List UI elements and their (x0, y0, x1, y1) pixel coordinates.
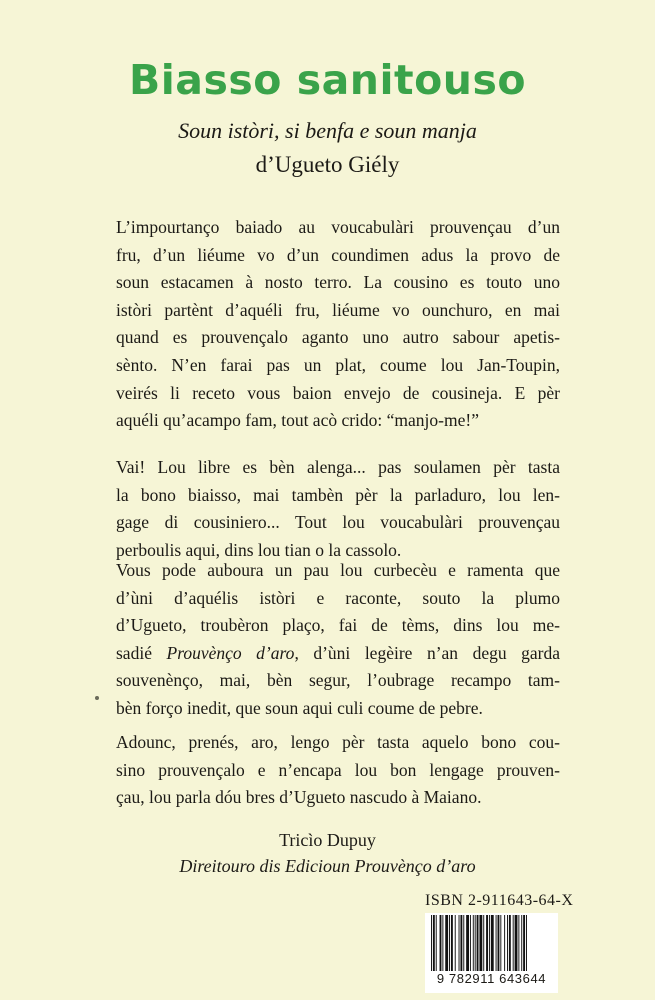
barcode-bar (479, 915, 482, 975)
barcode-bar (509, 915, 511, 971)
text-line: Adounc, prenés, aro, lengo pèr tasta aquelo bono cou- (116, 732, 560, 752)
barcode-bar (518, 915, 519, 971)
barcode-bar (445, 915, 448, 971)
text-line: quand es prouvençalo aganto uno autro sabour apetis- (116, 327, 560, 348)
text-line: fru, d’un liéume vo d’un coundimen adus la provo de (116, 244, 560, 265)
text-line: la bono biaisso, mai tambèn pèr la parladuro, lou len- (116, 484, 560, 505)
text-line: veirés li receto vous baion envejo de cousineja. E pèr (116, 382, 560, 403)
barcode-bar (498, 915, 500, 971)
text-line: Vous pode auboura un pau lou curbecèu e ramenta que (116, 560, 560, 580)
text-line: d’ùni d’aquélis istòri e raconte, souto la plumo (116, 587, 560, 608)
print-speck (95, 696, 99, 700)
text-line: d’Ugueto, troubèron plaço, fai de tèms, dins lou me- (116, 615, 560, 636)
barcode (425, 913, 558, 993)
barcode-bar (470, 915, 471, 971)
barcode-bars (425, 913, 558, 975)
book-title: Biasso sanitouso (128, 56, 527, 104)
isbn-label: ISBN 2-911643-64-X (425, 892, 574, 909)
barcode-bar (451, 915, 453, 971)
barcode-bar (500, 915, 501, 971)
text-line: L’impourtanço baiado au voucabulàri prouvençau d’un (116, 217, 560, 237)
text-line: souvenènço, mai, bèn segur, l’oubrage recampo tam- (116, 670, 560, 691)
barcode-bar (507, 915, 508, 971)
barcode-bar (491, 915, 494, 971)
text-line: soun estacamen à nosto terro. La cousino es touto uno (116, 272, 560, 293)
signature-name: Tricìo Dupuy (279, 830, 376, 850)
barcode-bar (523, 915, 525, 975)
signature-role: Direitouro dis Edicioun Prouvènço d’aro (179, 856, 476, 876)
text-line: gage di cousiniero... Tout lou voucabulàri prouvençau (116, 512, 560, 533)
barcode-bar (496, 915, 497, 971)
barcode-bar (504, 915, 505, 971)
text-line: istòri partènt d’aquéli fru, liéume vo ounchuro, en mai (116, 299, 560, 320)
barcode-bar (475, 915, 476, 971)
text-line: aquéli qu’acampo fam, tout acò crido: “manjo-me!” (116, 410, 479, 431)
text-line: sènto. N’en farai pas un plat, coume lou Jan-Toupin, (116, 354, 560, 375)
book-subtitle: Soun istòri, si benfa e soun manja (178, 118, 477, 143)
barcode-bar (449, 915, 450, 971)
barcode-bar (526, 915, 527, 975)
barcode-bar (521, 915, 522, 971)
blurb-paragraph-1 (116, 214, 560, 435)
barcode-bar (483, 915, 484, 971)
blurb-paragraph-3 (116, 557, 560, 723)
barcode-bar (431, 915, 432, 975)
barcode-bar (466, 915, 469, 971)
text-line: bèn forço inedit, que soun aqui culi coume de pebre. (116, 697, 483, 718)
barcode-bar (477, 915, 479, 975)
text-line: çau, lou parla dóu bres d’Ugueto nascudo à Maiano. (116, 787, 482, 808)
barcode-number: 9 782911 643644 (425, 971, 558, 986)
barcode-bar (455, 915, 456, 971)
book-author: d’Ugueto Giély (255, 152, 400, 177)
barcode-bar (440, 915, 442, 971)
barcode-bar (460, 915, 462, 971)
barcode-bar (489, 915, 490, 971)
barcode-bar (473, 915, 474, 971)
blurb-paragraph-4 (116, 729, 560, 812)
barcode-bar (513, 915, 514, 971)
barcode-bar (459, 915, 460, 971)
barcode-bar (463, 915, 464, 971)
text-line: sino prouvençalo e n’encapa lou bon lengage prouven- (116, 759, 560, 780)
text-line: Vai! Lou libre es bèn alenga... pas soulamen pèr tasta (116, 457, 560, 477)
barcode-bar (433, 915, 435, 975)
barcode-bar (515, 915, 518, 971)
barcode-bar (442, 915, 443, 971)
barcode-bar (486, 915, 488, 971)
text-line: sadié Prouvènço d’aro, d’ùni legèire n’an degu garda (116, 642, 560, 663)
barcode-bar (436, 915, 437, 971)
blurb-paragraph-2 (116, 454, 560, 564)
text-line: perboulis aqui, dins lou tian o la cassolo. (116, 539, 402, 560)
